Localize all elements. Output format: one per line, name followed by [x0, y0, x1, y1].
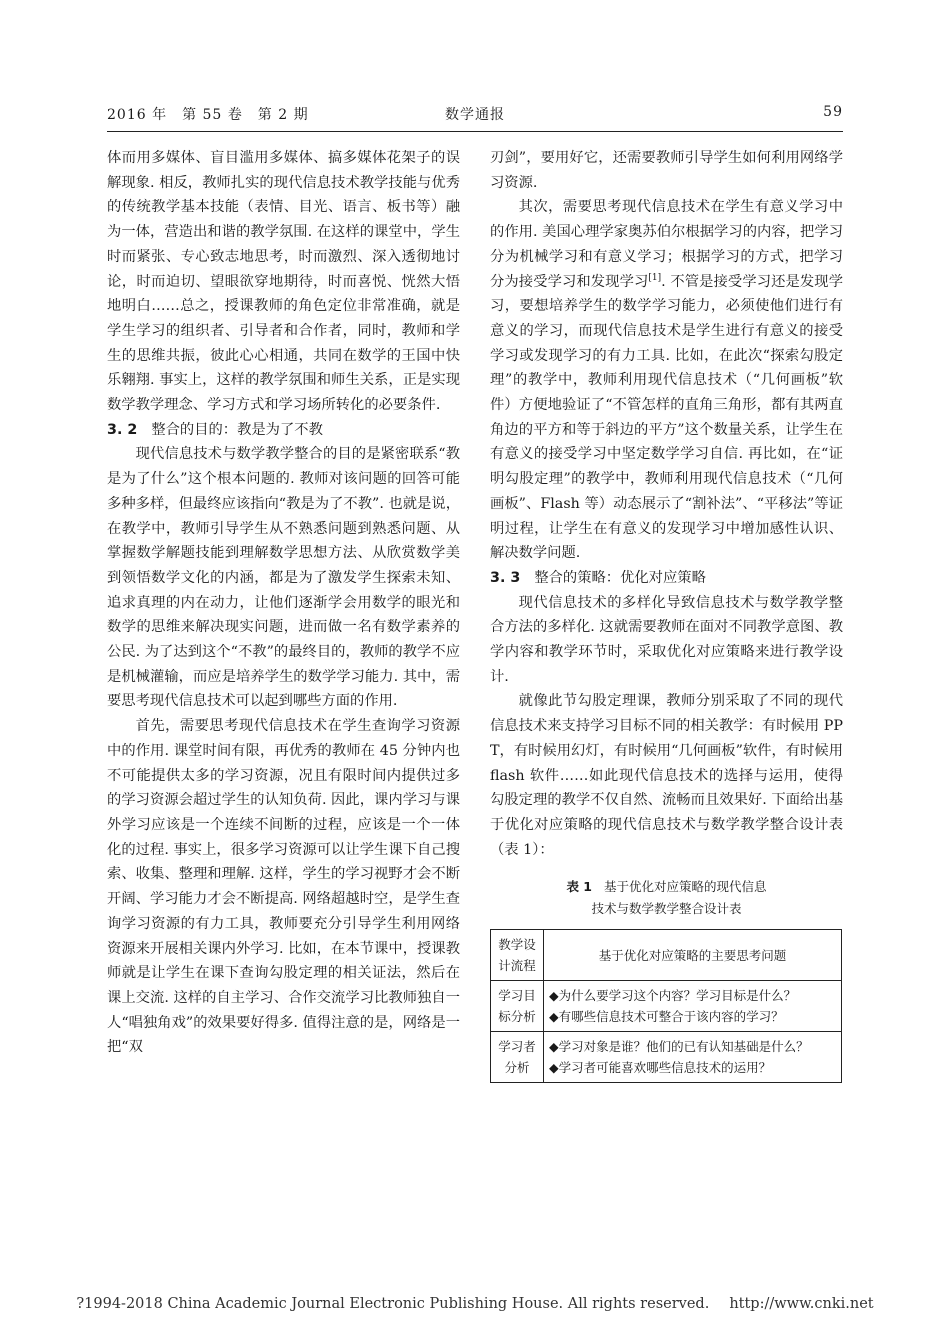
section-number: 3. 2 [107, 421, 138, 438]
paragraph-text: 其次，需要思考现代信息技术在学生有意义学习中的作用. 美国心理学家奥苏伯尔根据学习的内容，把学习分为机械学习和有意义学习；根据学习的方式，把学习分为接受学习和发现学习 [490, 199, 843, 290]
section-heading-3-3 [490, 566, 843, 591]
right-column [490, 146, 843, 1083]
paragraph: 刃剑”，要用好它，还需要教师引导学生如何利用网络学习资源. [490, 150, 843, 191]
table-cell-questions [544, 981, 842, 1032]
table-cell-stage: 学习目标分析 [491, 981, 544, 1032]
table-row [491, 1032, 842, 1083]
table-header-cell: 基于优化对应策略的主要思考问题 [544, 930, 842, 981]
paragraph-text: . 不管是接受学习还是发现学习，要想培养学生的数学学习能力，必须使他们进行有意义的学习，而现代信息技术是学生进行有意义的接受学习或发现学习的有力工具. 比如，在此次“探索勾股定理”的教学中，教师利用现代信息技术（“几何画板”软件）方便地验证了“不管怎样的直角三角形，都有其两直角边的平方和等于斜边的平方”这个数量关系，让学生在有意义的接受学习中坚定数学学习自信. 再比如，在“证明勾股定理”的教学中，教师利用现代信息技术（“几何画板”、Flash 等）动态展示了“割补法”、“平移法”等证明过程，让学生在有意义的发现学习中增加感性认识、解决数学问题. [490, 273, 844, 562]
table-label: 表 1 [566, 879, 593, 895]
paragraph: 现代信息技术与数学教学整合的目的是紧密联系“教是为了什么”这个根本问题的. 教师对该问题的回答可能多种多样，但最终应该指向“教是为了不教”. 也就是说，在教学中，教师引导学生从不熟悉问题到熟悉问题、从掌握数学解题技能到理解数学思想方法、从欣赏数学美到领悟数学文化的内涵，都是为了激发学生探索未知、追求真理的内在动力，让他们逐渐学会用数学的眼光和数学的思维来解决现实问题，进而做一名有数学素养的公民. 为了达到这个“不教”的最终目的，教师的教学不应是机械灌输，而应是培养学生的数学学习能力. 其中，需要思考现代信息技术可以起到哪些方面的作用. [107, 446, 460, 710]
reference-mark: [1] [648, 272, 662, 283]
journal-name: 数学通报 [445, 107, 505, 123]
section-heading-3-2 [107, 418, 460, 443]
section-title: 整合的策略：优化对应策略 [534, 569, 706, 586]
page-footer [0, 1296, 950, 1312]
section-title: 整合的目的：教是为了不教 [151, 421, 323, 438]
left-column [107, 146, 460, 1060]
journal-issue: 2016 年 第 55 卷 第 2 期 [107, 107, 309, 123]
question-item: ◆学习者可能喜欢哪些信息技术的运用？ [549, 1060, 772, 1076]
question-item: ◆为什么要学习这个内容？学习目标是什么？ [549, 988, 797, 1004]
header-rule [107, 131, 843, 132]
paragraph: 就像此节勾股定理课，教师分别采取了不同的现代信息技术来支持学习目标不同的相关教学：有时候用 PPT，有时候用幻灯，有时候用“几何画板”软件，有时候用 flash 软件……如此现代信息技术的选择与运用，使得勾股定理的教学不仅自然、流畅而且效果好. 下面给出基于优化对应策略的现代信息技术与数学教学整合设计表（表 1）： [490, 693, 843, 858]
table-header-row [491, 930, 842, 981]
copyright-notice: ?1994-2018 China Academic Journal Electronic Publishing House. All rights reserved. [76, 1296, 710, 1312]
paragraph: 体而用多媒体、盲目滥用多媒体、搞多媒体花架子的误解现象. 相反，教师扎实的现代信息技术教学技能与优秀的传统教学基本技能（表情、目光、语言、板书等）融为一体，营造出和谐的教学氛围. 在这样的课堂中，学生时而紧张、专心致志地思考，时而激烈、深入透彻地讨论，时而迫切、望眼欲穿地期待，时而喜悦、恍然大悟地明白……总之，授课教师的角色定位非常准确，就是学生学习的组织者、引导者和合作者，同时，教师和学生的思维共振，彼此心心相通，共同在数学的王国中快乐翱翔. 事实上，这样的教学氛围和师生关系，正是实现数学教学理念、学习方式和学习场所转化的必要条件. [107, 150, 460, 414]
footer-url[interactable]: http://www.cnki.net [729, 1296, 874, 1312]
paragraph: 现代信息技术的多样化导致信息技术与数学教学整合方法的多样化. 这就需要教师在面对不同教学意图、教学内容和教学环节时，采取优化对应策略来进行教学设计. [490, 594, 843, 685]
running-header [107, 104, 843, 128]
table-caption-line: 技术与数学教学整合设计表 [591, 901, 742, 917]
design-table [490, 929, 842, 1083]
question-item: ◆有哪些信息技术可整合于该内容的学习？ [549, 1009, 784, 1025]
table-caption [490, 876, 843, 920]
table-caption-line: 基于优化对应策略的现代信息 [604, 879, 767, 895]
question-item: ◆学习对象是谁？他们的已有认知基础是什么？ [549, 1039, 809, 1055]
table-header-cell: 教学设计流程 [491, 930, 544, 981]
paragraph: 首先，需要思考现代信息技术在学生查询学习资源中的作用. 课堂时间有限，再优秀的教师在 45 分钟内也不可能提供太多的学习资源，况且有限时间内提供过多的学习资源会超过学生的认知负荷. 因此，课内学习与课外学习应该是一个连续不间断的过程，应该是一个一体化的过程. 事实上，很多学习资源可以让学生课下自己搜索、收集、整理和理解. 这样，学生的学习视野才会不断开阔、学习能力才会不断提高. 网络超越时空，是学生查询学习资源的有力工具，教师要充分引导学生利用网络资源来开展相关课内外学习. 比如，在本节课中，授课教师就是让学生在课下查询勾股定理的相关证法，然后在课上交流. 这样的自主学习、合作交流学习比教师独自一人“唱独角戏”的效果要好得多. 值得注意的是，网络是一把“双 [107, 718, 460, 1056]
table-row [491, 981, 842, 1032]
page-number: 59 [823, 104, 843, 120]
table-cell-questions [544, 1032, 842, 1083]
paragraph [490, 195, 843, 566]
table-cell-stage: 学习者分析 [491, 1032, 544, 1083]
section-number: 3. 3 [490, 569, 521, 586]
